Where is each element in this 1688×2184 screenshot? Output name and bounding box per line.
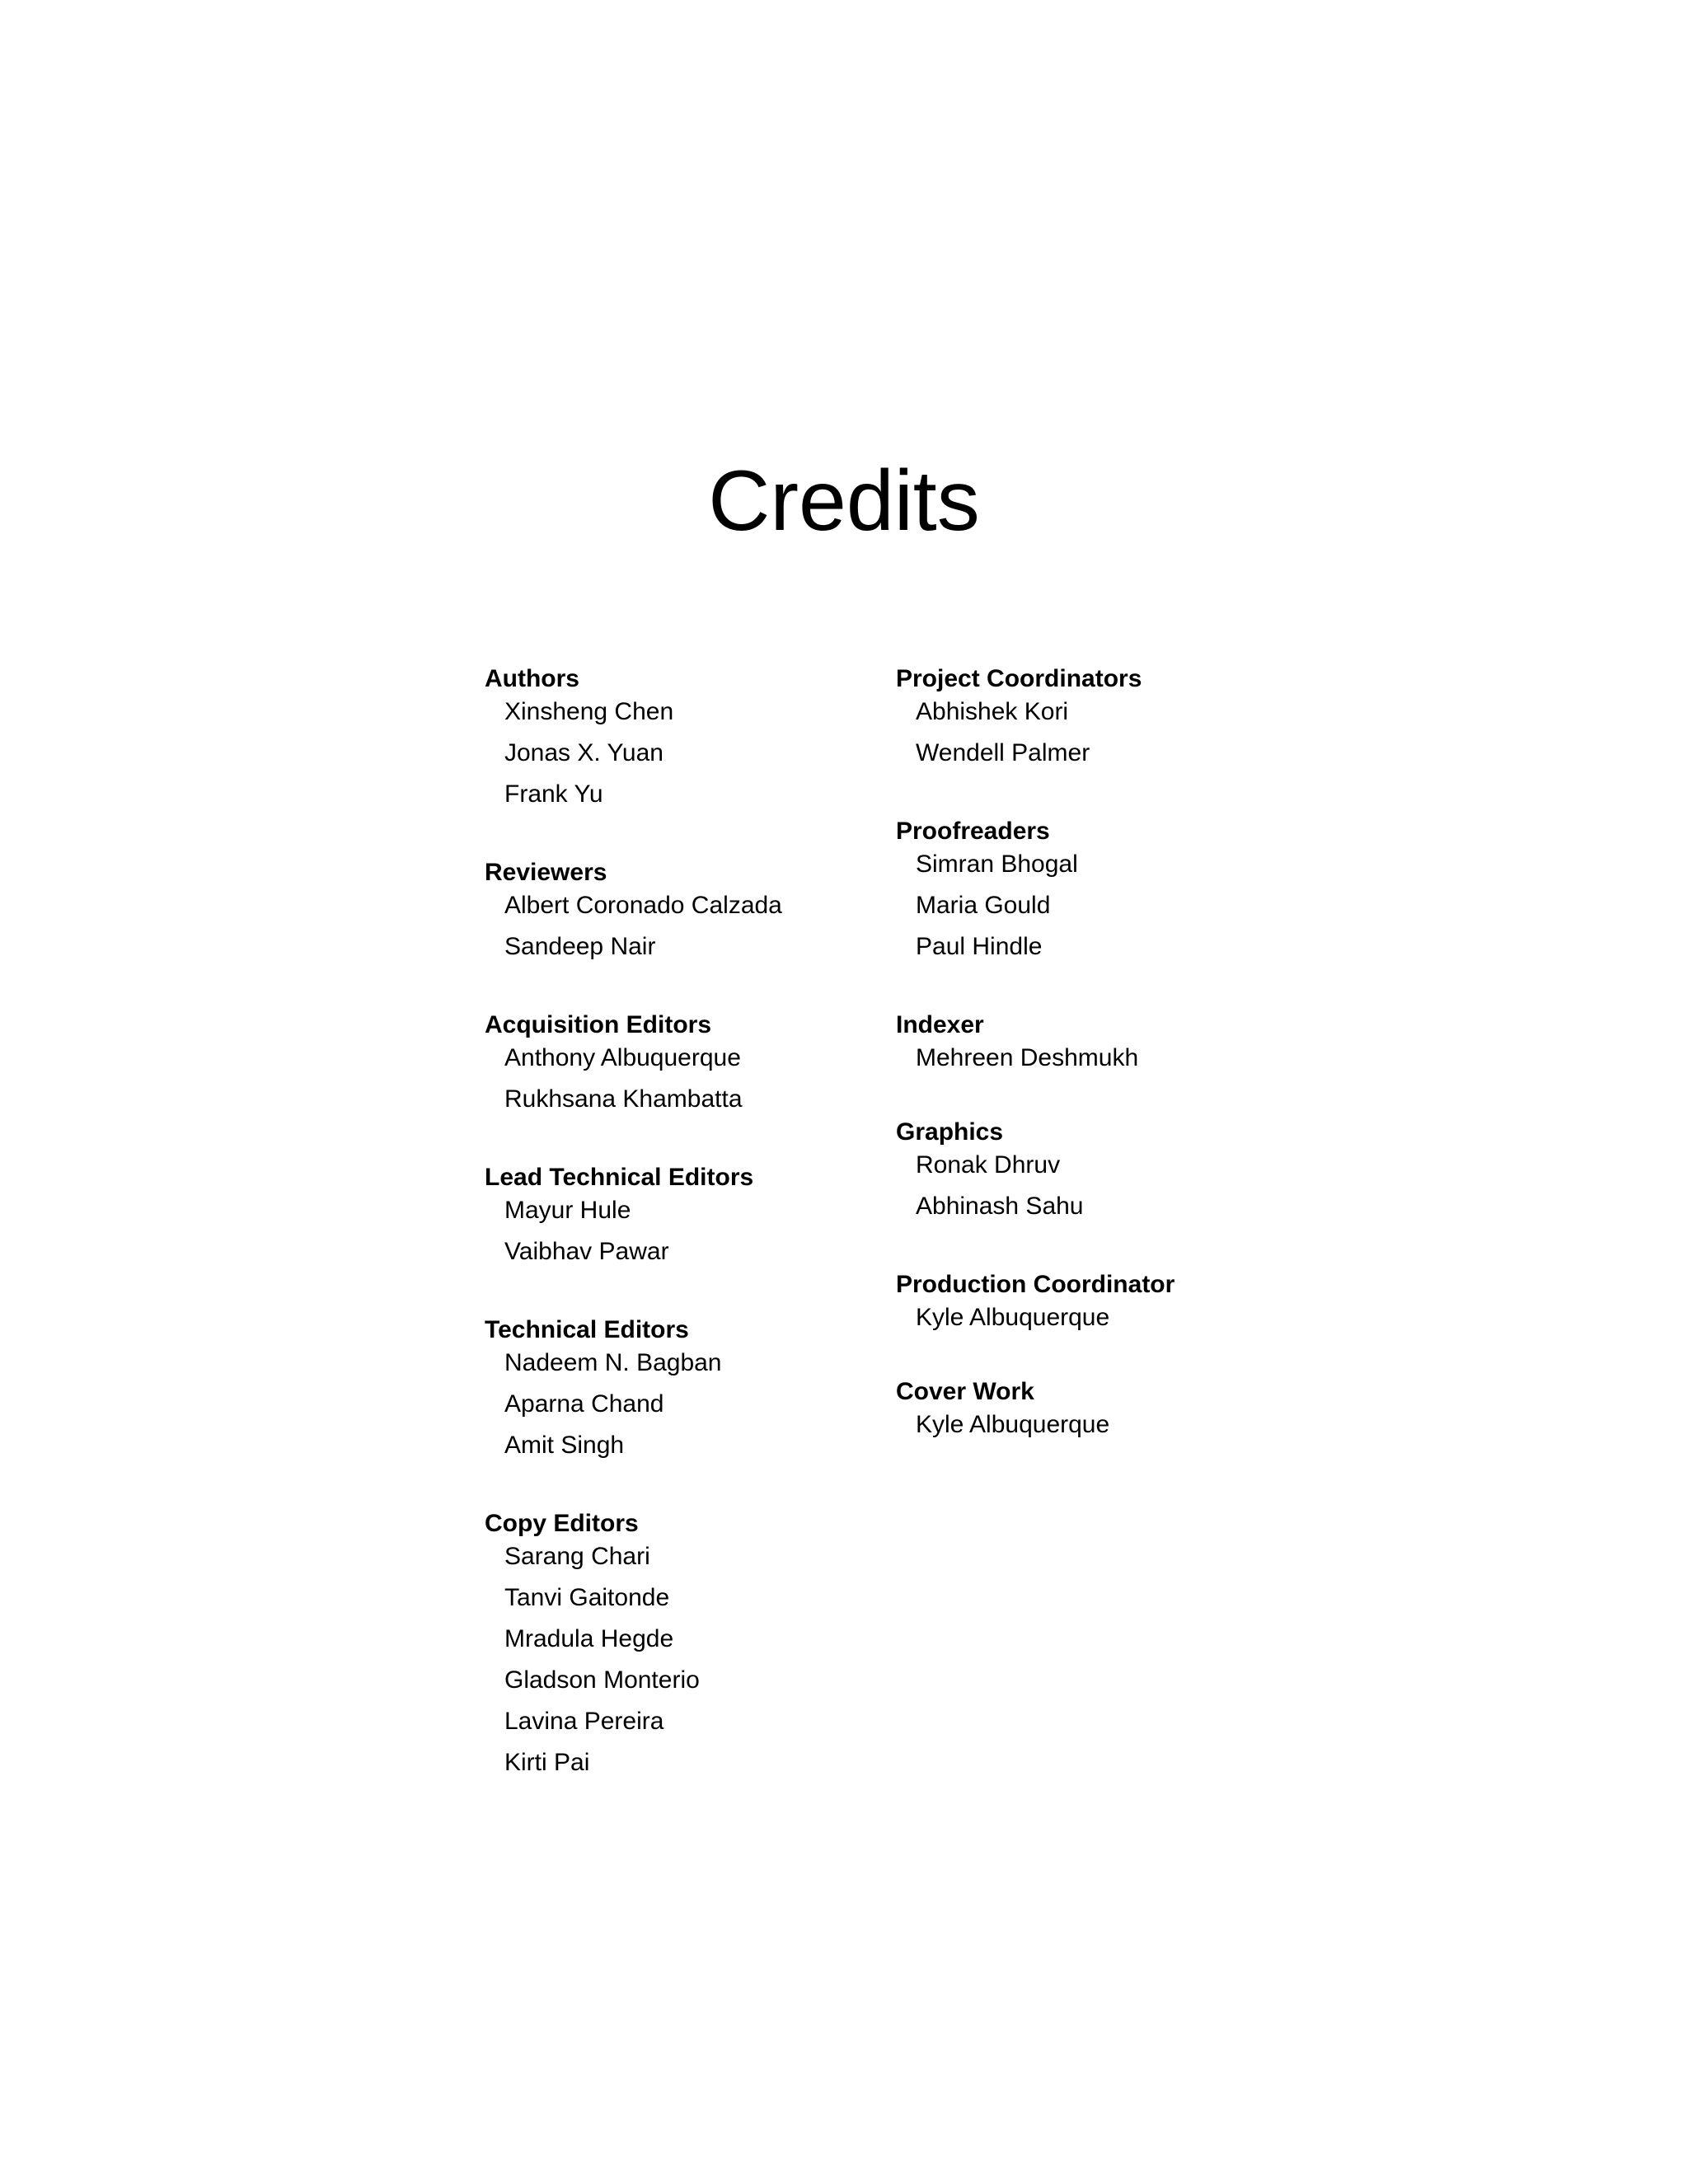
credit-name-list	[896, 1301, 1325, 1334]
section-heading: Proofreaders	[896, 818, 1050, 845]
credits-section-lead-technical-editors	[485, 1161, 880, 1272]
credits-section-project-coordinators	[896, 663, 1325, 774]
credit-name: Frank Yu	[504, 780, 603, 808]
credits-section-reviewers	[485, 856, 880, 968]
section-heading: Reviewers	[485, 859, 607, 886]
credit-name: Paul Hindle	[916, 933, 1043, 960]
credit-name: Tanvi Gaitonde	[504, 1584, 670, 1611]
credit-name-list	[485, 889, 880, 968]
credit-name-list	[896, 1042, 1325, 1075]
credit-name: Jonas X. Yuan	[504, 739, 663, 766]
section-heading: Project Coordinators	[896, 665, 1142, 692]
credit-name: Kyle Albuquerque	[916, 1411, 1110, 1438]
credits-section-production-coordinator	[896, 1268, 1325, 1334]
section-heading: Lead Technical Editors	[485, 1164, 754, 1191]
credit-name: Aparna Chand	[504, 1390, 664, 1418]
section-heading: Graphics	[896, 1118, 1004, 1146]
credit-name: Maria Gould	[916, 892, 1051, 919]
credits-section-technical-editors	[485, 1314, 880, 1466]
credit-name-list	[485, 696, 880, 815]
credit-name: Mehreen Deshmukh	[916, 1044, 1139, 1071]
credit-name-list	[896, 1149, 1325, 1227]
credit-name: Anthony Albuquerque	[504, 1044, 741, 1071]
credits-section-authors	[485, 663, 880, 815]
credit-name: Albert Coronado Calzada	[504, 892, 782, 919]
section-heading: Production Coordinator	[896, 1271, 1175, 1298]
credit-name-list	[485, 1540, 880, 1783]
credits-section-cover-work	[896, 1376, 1325, 1441]
credit-name: Gladson Monterio	[504, 1666, 700, 1694]
credit-name: Mayur Hule	[504, 1197, 631, 1224]
credit-name: Vaibhav Pawar	[504, 1238, 669, 1265]
credit-name-list	[485, 1194, 880, 1272]
credit-name: Wendell Palmer	[916, 739, 1090, 766]
section-heading: Authors	[485, 665, 579, 692]
credit-name: Sandeep Nair	[504, 933, 656, 960]
section-heading: Cover Work	[896, 1378, 1034, 1405]
credit-name: Ronak Dhruv	[916, 1151, 1061, 1179]
section-heading: Indexer	[896, 1011, 984, 1038]
credit-name: Nadeem N. Bagban	[504, 1349, 722, 1376]
credit-name: Simran Bhogal	[916, 851, 1078, 878]
section-heading: Acquisition Editors	[485, 1011, 712, 1038]
credit-name: Mradula Hegde	[504, 1625, 674, 1652]
credit-name: Xinsheng Chen	[504, 698, 674, 725]
credit-name: Abhishek Kori	[916, 698, 1069, 725]
credit-name: Kirti Pai	[504, 1749, 590, 1776]
section-heading: Copy Editors	[485, 1510, 639, 1537]
credits-section-copy-editors	[485, 1507, 880, 1783]
credit-name-list	[896, 848, 1325, 968]
credit-name: Sarang Chari	[504, 1543, 650, 1570]
credit-name: Lavina Pereira	[504, 1708, 664, 1735]
credit-name-list	[485, 1347, 880, 1466]
section-heading: Technical Editors	[485, 1316, 689, 1343]
credits-section-indexer	[896, 1009, 1325, 1075]
credit-name: Rukhsana Khambatta	[504, 1085, 743, 1113]
credits-section-acquisition-editors	[485, 1009, 880, 1120]
credit-name-list	[485, 1042, 880, 1120]
credit-name: Kyle Albuquerque	[916, 1304, 1110, 1331]
credits-left-column	[485, 663, 880, 1825]
credit-name-list	[896, 1408, 1325, 1441]
credits-right-column	[896, 663, 1325, 1483]
credit-name-list	[896, 696, 1325, 774]
credits-section-proofreaders	[896, 815, 1325, 968]
credits-section-graphics	[896, 1116, 1325, 1227]
page-title: Credits	[708, 453, 980, 549]
credit-name: Abhinash Sahu	[916, 1193, 1084, 1220]
credit-name: Amit Singh	[504, 1432, 625, 1459]
